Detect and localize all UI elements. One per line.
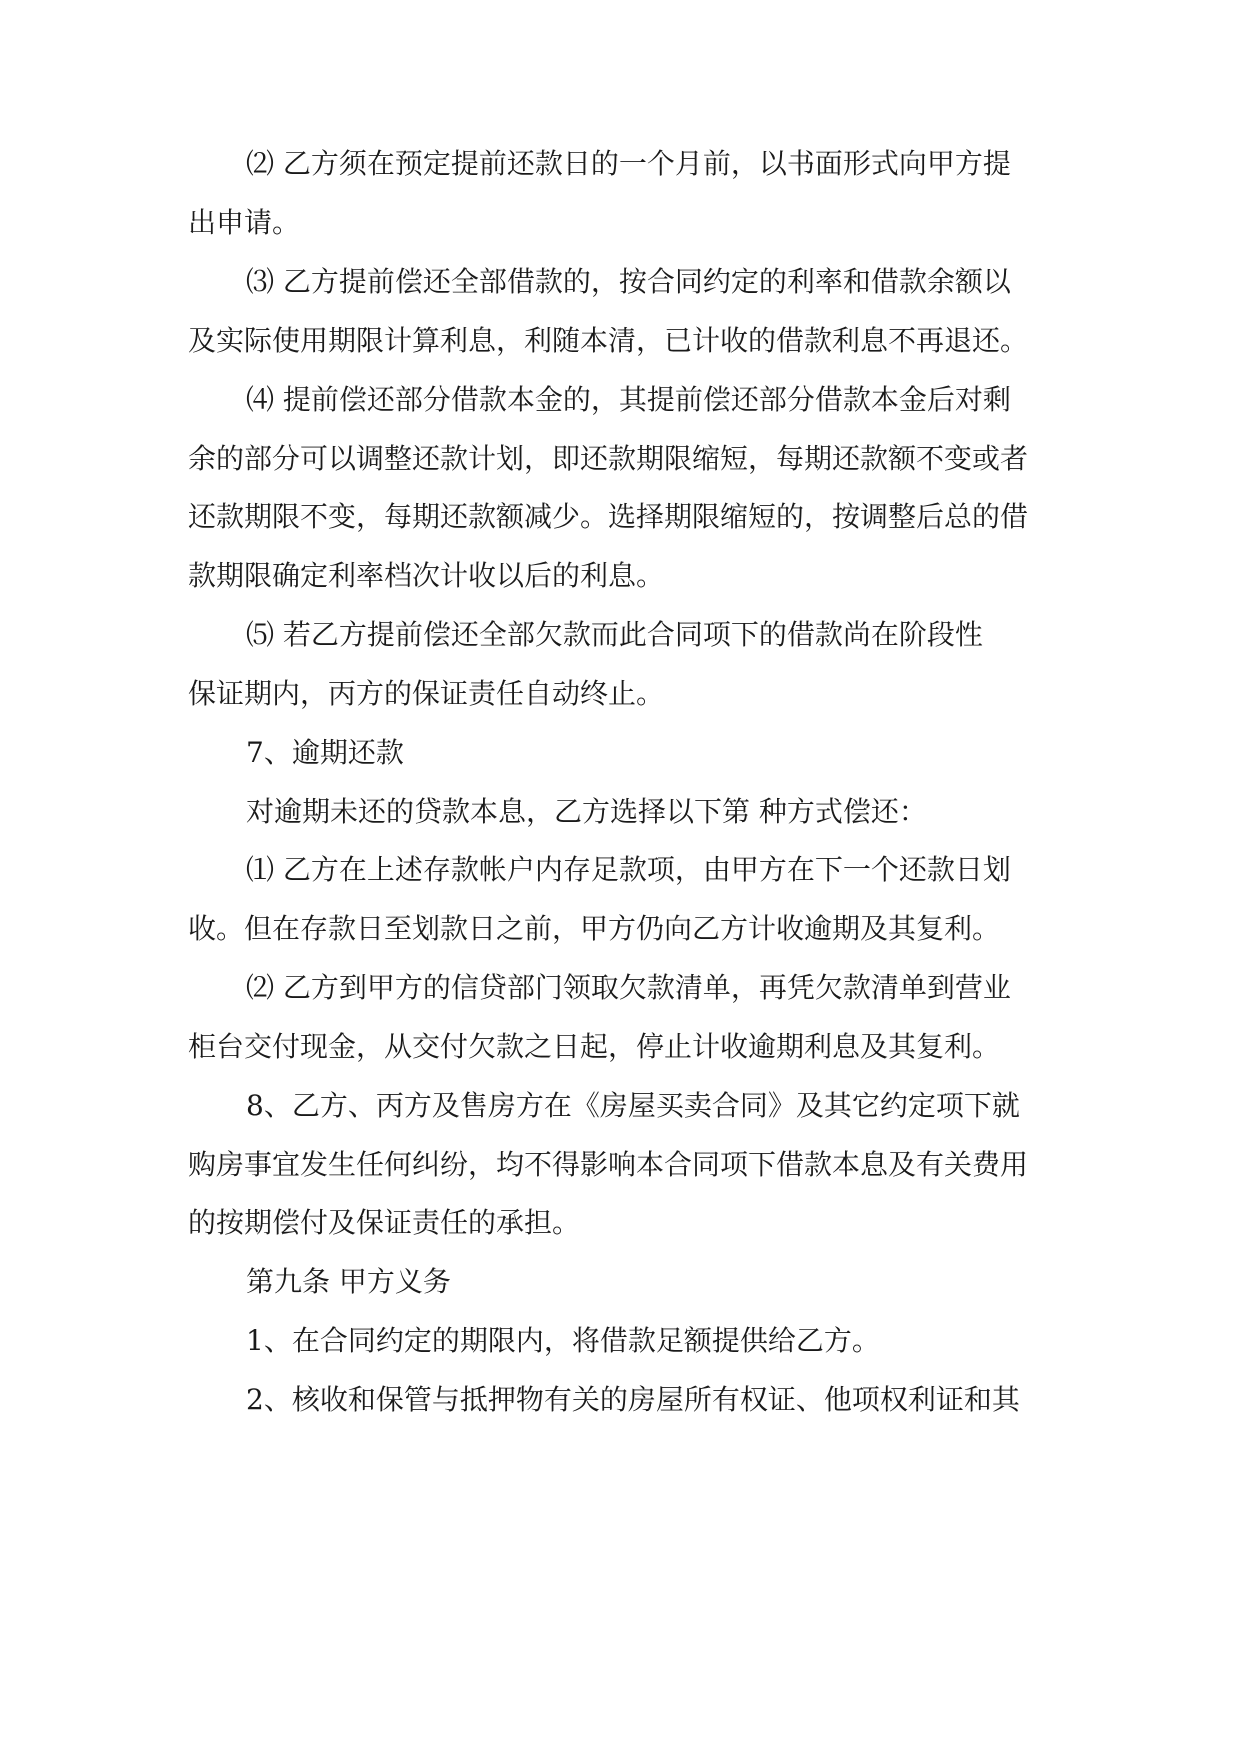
paragraph-line: 保证期内，丙方的保证责任自动终止。 [188, 677, 665, 710]
section-heading: 7、逾期还款 [246, 736, 404, 769]
paragraph-line: 对逾期未还的贷款本息，乙方选择以下第 种方式偿还： [246, 795, 927, 828]
paragraph-line: 2、核收和保管与抵押物有关的房屋所有权证、他项权利证和其 [246, 1383, 1020, 1416]
paragraph-line: 出申请。 [188, 206, 301, 239]
paragraph-line: ⑶ 乙方提前偿还全部借款的，按合同约定的利率和借款余额以 [246, 265, 1011, 298]
paragraph-line: 收。但在存款日至划款日之前，甲方仍向乙方计收逾期及其复利。 [188, 912, 1001, 945]
paragraph-line: ⑵ 乙方到甲方的信贷部门领取欠款清单，再凭欠款清单到营业 [246, 971, 1011, 1004]
paragraph-line: ⑴ 乙方在上述存款帐户内存足款项，由甲方在下一个还款日划 [246, 853, 1011, 886]
paragraph-line: ⑷ 提前偿还部分借款本金的，其提前偿还部分借款本金后对剩 [246, 383, 1011, 416]
paragraph-line: 柜台交付现金，从交付欠款之日起，停止计收逾期利息及其复利。 [188, 1030, 1001, 1063]
paragraph-line: ⑵ 乙方须在预定提前还款日的一个月前，以书面形式向甲方提 [246, 147, 1011, 180]
paragraph-line: 余的部分可以调整还款计划，即还款期限缩短，每期还款额不变或者 [188, 442, 1029, 475]
paragraph-line: 还款期限不变，每期还款额减少。选择期限缩短的，按调整后总的借 [188, 500, 1029, 533]
article-heading: 第九条 甲方义务 [246, 1265, 451, 1298]
paragraph-line: 款期限确定利率档次计收以后的利息。 [188, 559, 665, 592]
paragraph-line: 1、在合同约定的期限内，将借款足额提供给乙方。 [246, 1324, 880, 1357]
paragraph-line: 8、乙方、丙方及售房方在《房屋买卖合同》及其它约定项下就 [246, 1089, 1020, 1122]
paragraph-line: 的按期偿付及保证责任的承担。 [188, 1206, 581, 1239]
paragraph-line: ⑸ 若乙方提前偿还全部欠款而此合同项下的借款尚在阶段性 [246, 618, 983, 651]
paragraph-line: 及实际使用期限计算利息，利随本清，已计收的借款利息不再退还。 [188, 324, 1029, 357]
paragraph-line: 购房事宜发生任何纠纷，均不得影响本合同项下借款本息及有关费用 [188, 1148, 1029, 1181]
